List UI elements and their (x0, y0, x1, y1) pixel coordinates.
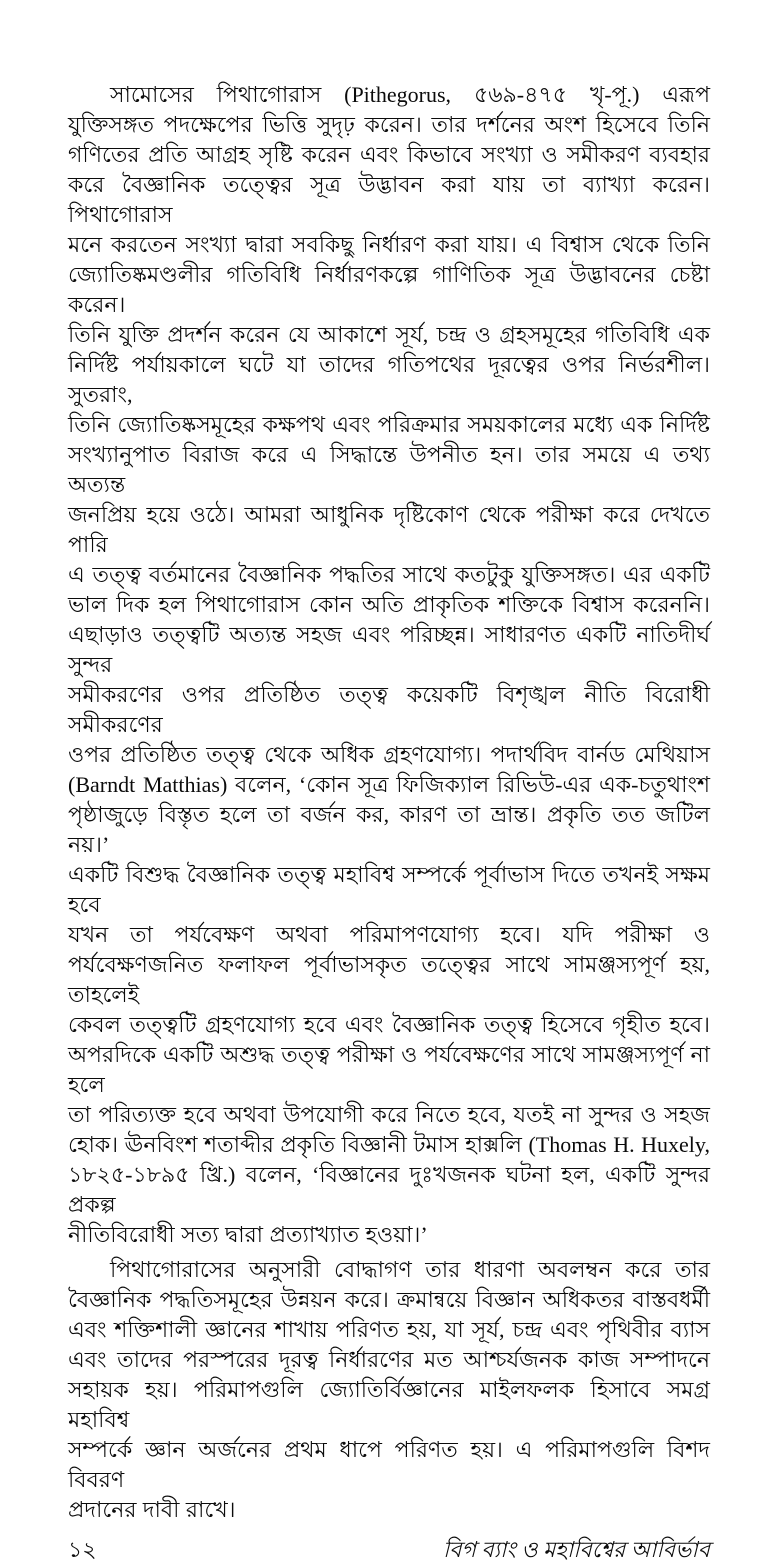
page-number: ১২ (68, 1537, 97, 1562)
text-line: জ্যোতিষ্কমণ্ডলীর গতিবিধি নির্ধারণকল্পে গাণিতিক সূত্র উদ্ভাবনের চেষ্টা করেন। (68, 262, 710, 317)
text-line: নির্দিষ্ট পর্যায়কালে ঘটে যা তাদের গতিপথের দূরত্বের ওপর নির্ভরশীল। সুতরাং, (68, 352, 710, 407)
text-line: পিথাগোরাসের অনুসারী বোদ্ধাগণ তার ধারণা অবলম্বন করে তার (110, 1257, 710, 1282)
text-line: ভাল দিক হল পিথাগোরাস কোন অতি প্রাকৃতিক শক্তিকে বিশ্বাস করেননি। (68, 592, 710, 617)
text-line: তা পরিত্যক্ত হবে অথবা উপযোগী করে নিতে হবে, যতই না সুন্দর ও সহজ (68, 1102, 710, 1127)
text-line: এছাড়াও তত্ত্বটি অত্যন্ত সহজ এবং পরিচ্ছন্ন। সাধারণত একটি নাতিদীর্ঘ সুন্দর (68, 622, 710, 677)
page-footer (68, 1535, 710, 1565)
paragraph-1 (68, 80, 710, 1250)
text-line: করে বৈজ্ঞানিক তত্ত্বের সূত্র উদ্ভাবন করা যায় তা ব্যাখ্যা করেন। পিথাগোরাস (68, 172, 710, 227)
text-line: এ তত্ত্ব বর্তমানের বৈজ্ঞানিক পদ্ধতির সাথে কতটুকু যুক্তিসঙ্গত। এর একটি (68, 562, 710, 587)
paragraph-2 (68, 1255, 710, 1525)
text-line: বৈজ্ঞানিক পদ্ধতিসমূহের উন্নয়ন করে। ক্রমান্বয়ে বিজ্ঞান অধিকতর বাস্তবধর্মী (68, 1287, 710, 1312)
text-line: অপরদিকে একটি অশুদ্ধ তত্ত্ব পরীক্ষা ও পর্যবেক্ষণের সাথে সামঞ্জস্যপূর্ণ না হলে (68, 1042, 710, 1097)
text-line: ১৮২৫-১৮৯৫ খ্রি.) বলেন, ‘বিজ্ঞানের দুঃখজনক ঘটনা হল, একটি সুন্দর প্রকল্প (68, 1162, 710, 1217)
text-line: পৃষ্ঠাজুড়ে বিস্তৃত হলে তা বর্জন কর, কারণ তা ভ্রান্ত। প্রকৃতি তত জটিল নয়।’ (68, 802, 710, 857)
text-line: কেবল তত্ত্বটি গ্রহণযোগ্য হবে এবং বৈজ্ঞানিক তত্ত্ব হিসেবে গৃহীত হবে। (68, 1012, 710, 1037)
text-line: একটি বিশুদ্ধ বৈজ্ঞানিক তত্ত্ব মহাবিশ্ব সম্পর্কে পূর্বাভাস দিতে তখনই সক্ষম হবে (68, 862, 710, 917)
text-line: মনে করতেন সংখ্যা দ্বারা সবকিছু নির্ধারণ করা যায়। এ বিশ্বাস থেকে তিনি (68, 232, 710, 257)
text-line: তিনি যুক্তি প্রদর্শন করেন যে আকাশে সূর্য, চন্দ্র ও গ্রহসমূহের গতিবিধি এক (68, 322, 710, 347)
text-line: যুক্তিসঙ্গত পদক্ষেপের ভিত্তি সুদৃঢ় করেন। তার দর্শনের অংশ হিসেবে তিনি (68, 112, 710, 137)
running-book-title: বিগ ব্যাং ও মহাবিশ্বের আবির্ভাব (442, 1537, 710, 1562)
text-line: জনপ্রিয় হয়ে ওঠে। আমরা আধুনিক দৃষ্টিকোণ থেকে পরীক্ষা করে দেখতে পারি (68, 502, 710, 557)
text-line: নীতিবিরোধী সত্য দ্বারা প্রত্যাখ্যাত হওয়া।’ (68, 1222, 428, 1247)
text-line: সংখ্যানুপাত বিরাজ করে এ সিদ্ধান্তে উপনীত হন। তার সময়ে এ তথ্য অত্যন্ত (68, 442, 710, 497)
text-line: সম্পর্কে জ্ঞান অর্জনের প্রথম ধাপে পরিণত হয়। এ পরিমাপগুলি বিশদ বিবরণ (68, 1437, 710, 1492)
text-line: সহায়ক হয়। পরিমাপগুলি জ্যোতির্বিজ্ঞানের মাইলফলক হিসাবে সমগ্র মহাবিশ্ব (68, 1377, 710, 1432)
text-line: হোক। ঊনবিংশ শতাব্দীর প্রকৃতি বিজ্ঞানী টমাস হাক্সলি (Thomas H. Huxely, (68, 1132, 710, 1157)
text-line: তিনি জ্যোতিষ্কসমূহের কক্ষপথ এবং পরিক্রমার সময়কালের মধ্যে এক নির্দিষ্ট (68, 412, 710, 437)
text-line: ওপর প্রতিষ্ঠিত তত্ত্ব থেকে অধিক গ্রহণযোগ্য। পদার্থবিদ বার্নড মেথিয়াস (68, 742, 710, 767)
text-line: (Barndt Matthias) বলেন, ‘কোন সূত্র ফিজিক্যাল রিভিউ-এর এক-চতুথাংশ (68, 772, 710, 797)
text-line: যখন তা পর্যবেক্ষণ অথবা পরিমাপণযোগ্য হবে। যদি পরীক্ষা ও (68, 922, 710, 947)
text-line: সমীকরণের ওপর প্রতিষ্ঠিত তত্ত্ব কয়েকটি বিশৃঙ্খল নীতি বিরোধী সমীকরণের (68, 682, 710, 737)
text-line: এবং শক্তিশালী জ্ঞানের শাখায় পরিণত হয়, যা সূর্য, চন্দ্র এবং পৃথিবীর ব্যাস (68, 1317, 710, 1342)
text-line: গণিতের প্রতি আগ্রহ সৃষ্টি করেন এবং কিভাবে সংখ্যা ও সমীকরণ ব্যবহার (68, 142, 710, 167)
text-line: সামোসের পিথাগোরাস (Pithegorus, ৫৬৯-৪৭৫ খৃ-পূ.) এরূপ (110, 82, 710, 107)
text-line: এবং তাদের পরস্পরের দূরত্ব নির্ধারণের মত আশ্চর্যজনক কাজ সম্পাদনে (68, 1347, 710, 1372)
text-line: পর্যবেক্ষণজনিত ফলাফল পূর্বাভাসকৃত তত্ত্বের সাথে সামঞ্জস্যপূর্ণ হয়, তাহলেই (68, 952, 710, 1007)
text-line: প্রদানের দাবী রাখে। (68, 1497, 236, 1522)
